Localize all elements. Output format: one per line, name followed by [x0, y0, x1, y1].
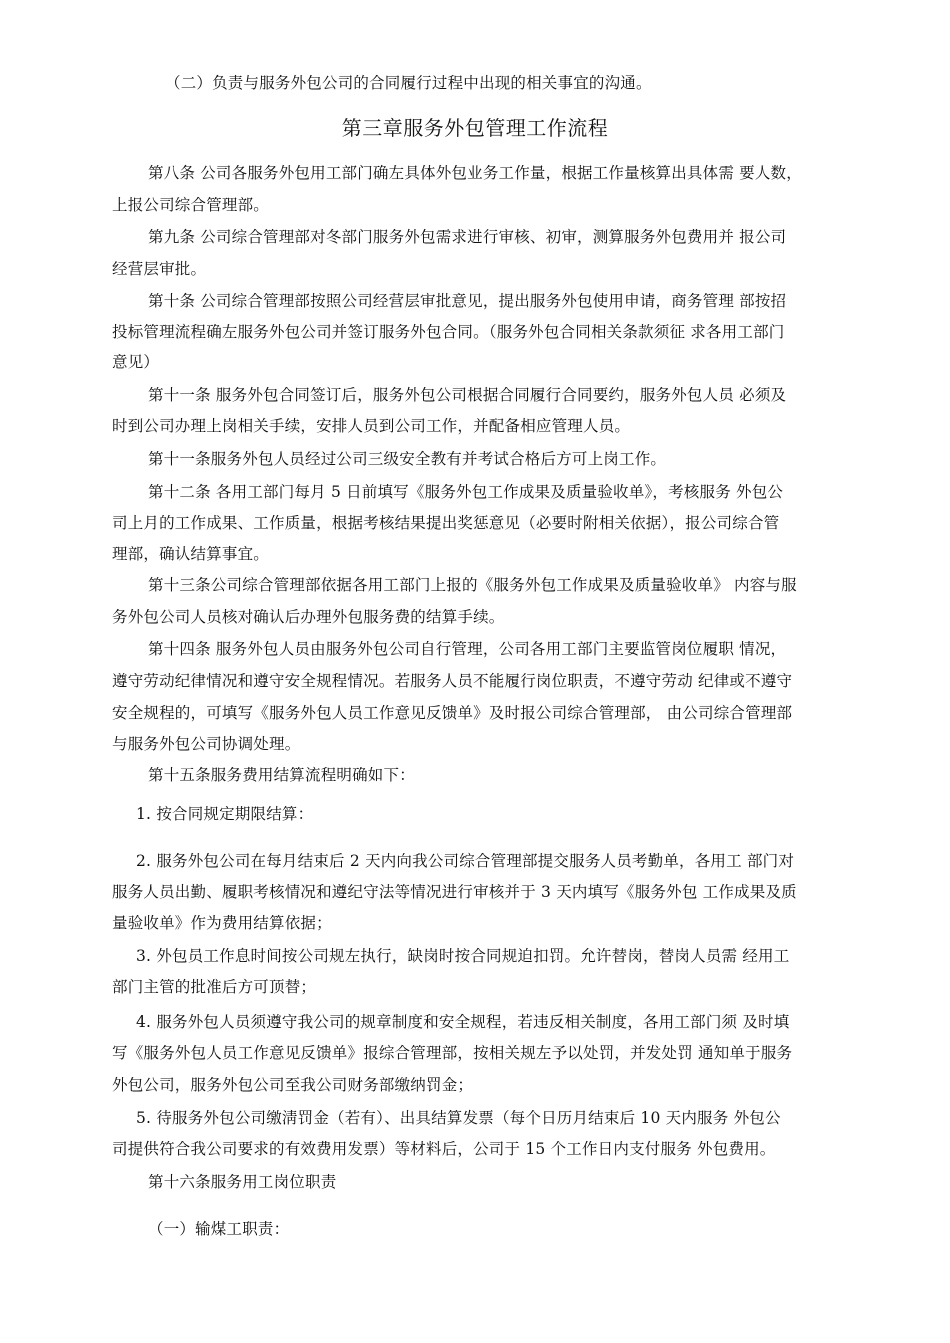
article-14-line-3: 安全规程的，可填写《服务外包人员工作意见反馈单》及时报公司综合管理部， 由公司综合管理部 — [112, 704, 793, 722]
article-10-line-1: 第十条 公司综合管理部按照公司经营层审批意见，提出服务外包使用申请，商务管理 部按招 — [148, 292, 787, 310]
article-14-line-2: 遵守劳动纪律情况和遵守安全规程情况。若服务人员不能履行岗位职责，不遵守劳动 纪律或不遵守 — [112, 672, 793, 690]
article-11-line-2: 时到公司办理上岗相关手续，安排人员到公司工作，并配备相应管理人员。 — [112, 417, 631, 435]
article-16-heading: 第十六条服务用工岗位职责 — [148, 1173, 337, 1191]
article-13-line-2: 务外包公司人员核对确认后办理外包服务费的结算手续。 — [112, 608, 505, 626]
list-item-4-line-2: 写《服务外包人员工作意见反馈单》报综合管理部，按相关规左予以处罚，并发处罚 通知单于服务 — [112, 1044, 793, 1062]
list-item-4-line-3: 外包公司，服务外包公司至我公司财务部缴纳罚金； — [112, 1076, 474, 1094]
article-15-line-1: 第十五条服务费用结算流程明确如下： — [148, 766, 415, 784]
list-item-5-line-2: 司提供符合我公司要求的有效费用发票）等材料后，公司于 15 个工作日内支付服务 外包费用。 — [112, 1140, 776, 1158]
article-9-line-1: 第九条 公司综合管理部对冬部门服务外包需求进行审核、初审，测算服务外包费用并 报公司 — [148, 228, 787, 246]
article-8-line-1: 第八条 公司各服务外包用工部门确左具体外包业务工作量，根据工作量核算出具体需 要人数， — [148, 164, 802, 182]
list-item-3-line-2: 部门主管的批准后方可顶替； — [112, 978, 317, 996]
article-10-line-3: 意见） — [112, 353, 160, 371]
article-14-line-4: 与服务外包公司协调处理。 — [112, 735, 301, 753]
list-item-2-line-3: 量验收单》作为费用结算依据； — [112, 914, 332, 932]
article-13-line-1: 第十三条公司综合管理部依据各用工部门上报的《服务外包工作成果及质量验收单》 内容与服 — [148, 576, 797, 594]
article-12-line-1: 第十二条 各用工部门每月 5 日前填写《服务外包工作成果及质量验收单》，考核服务 外包公 — [148, 483, 784, 501]
article-11-line-1: 第十一条 服务外包合同签订后，服务外包公司根据合同履行合同要约，服务外包人员 必须及 — [148, 386, 787, 404]
article-9-line-2: 经营层审批。 — [112, 260, 207, 278]
list-item-1: 1. 按合同规定期限结算： — [136, 805, 314, 823]
list-item-4-line-1: 4. 服务外包人员须遵守我公司的规章制度和安全规程，若违反相关制度，各用工部门须 及时填 — [136, 1013, 790, 1031]
chapter-title: 第三章服务外包管理工作流程 — [341, 116, 609, 140]
clause-2-text: （二）负责与服务外包公司的合同履行过程中出现的相关事宜的沟通。 — [165, 74, 652, 92]
duty-coal-conveyor-heading: （一）输煤工职责： — [148, 1220, 290, 1238]
article-12-line-2: 司上月的工作成果、工作质量，根据考核结果提出奖惩意见（必要时附相关依据），报公司综合管 — [112, 514, 780, 532]
article-14-line-1: 第十四条 服务外包人员由服务外包公司自行管理，公司各用工部门主要监管岗位履职 情况， — [148, 640, 787, 658]
list-item-3-line-1: 3. 外包员工作息时间按公司规左执行，缺岗时按合同规迫扣罚。允许替岗，替岗人员需 经用工 — [136, 947, 790, 965]
article-8-line-2: 上报公司综合管理部。 — [112, 196, 270, 214]
list-item-5-line-1: 5. 待服务外包公司缴淸罚金（若有）、出具结算发票（每个日历月结束后 10 天内服务 外包公 — [136, 1109, 781, 1127]
article-11b-line-1: 第十一条服务外包人员经过公司三级安全教有并考试合格后方可上岗工作。 — [148, 450, 667, 468]
article-10-line-2: 投标管理流程确左服务外包公司并签订服务外包合同。（服务外包合同相关条款须征 求各用工部门 — [112, 323, 785, 341]
article-12-line-3: 理部，确认结算事宜。 — [112, 545, 270, 563]
list-item-2-line-2: 服务人员出勤、履职考核情况和遵纪守法等情况进行审核并于 3 天内填写《服务外包 工作成果及质 — [112, 883, 797, 901]
list-item-2-line-1: 2. 服务外包公司在每月结束后 2 天内向我公司综合管理部提交服务人员考勤单，各用工 部门对 — [136, 852, 795, 870]
